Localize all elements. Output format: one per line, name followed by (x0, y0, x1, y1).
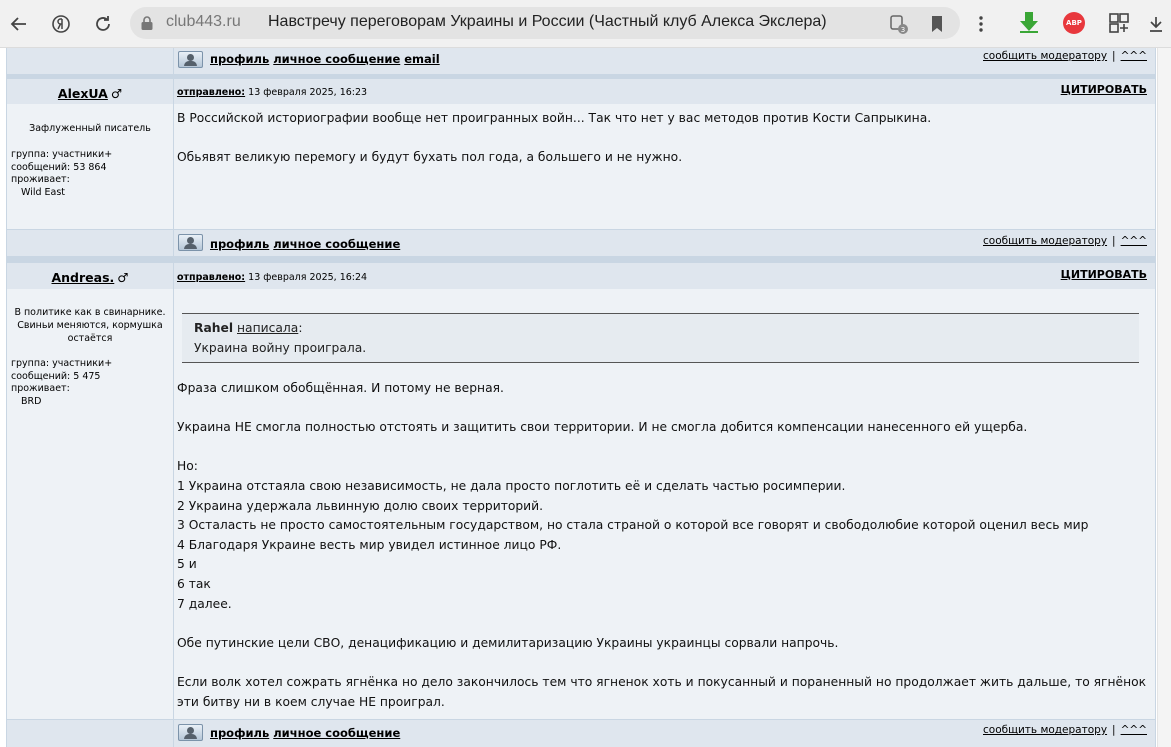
post-meta (177, 87, 367, 98)
author-info (11, 358, 112, 408)
reload-button[interactable] (88, 9, 118, 39)
gender-icon: ♂ (117, 270, 129, 285)
separator: | (1112, 235, 1116, 247)
actions-bar-right (174, 720, 1155, 747)
download-extension-button[interactable] (1016, 10, 1042, 36)
address-bar[interactable] (130, 7, 960, 39)
profile-link[interactable]: профиль (210, 52, 270, 66)
quote-text: Украина войну проиграла. (194, 341, 367, 355)
author-group: группа: участники+ (11, 149, 113, 160)
quote-author[interactable]: Rahel (194, 321, 234, 335)
post-line: 6 так (177, 576, 211, 591)
author-name[interactable]: AlexUA ♂ (57, 86, 123, 101)
svg-text:3: 3 (900, 26, 906, 34)
message-link[interactable]: личное сообщение (273, 52, 401, 66)
download-icon (1146, 14, 1166, 34)
top-link[interactable]: ^^^ (1120, 50, 1147, 62)
email-link[interactable]: email (404, 52, 440, 66)
post-date: 13 февраля 2025, 16:24 (248, 272, 368, 283)
separator: | (1112, 724, 1116, 736)
extensions-button[interactable] (1106, 10, 1132, 36)
post-line: Если волк хотел сожрать ягнёнка но дело закончилось тем что ягненок хоть и покусанный и пораненный но продолжает жить дальше, то ягнёнок эти битву ни в коем случае НЕ проиграл. (177, 674, 1147, 709)
author-post-count: сообщений: 5 475 (11, 370, 101, 382)
profile-icon[interactable] (178, 724, 203, 741)
yandex-icon (51, 14, 71, 34)
post-actions-bar (6, 48, 1156, 74)
quote-button[interactable]: ЦИТИРОВАТЬ (1060, 268, 1147, 281)
post-body (177, 379, 1152, 712)
author-name[interactable]: Andreas. ♂ (51, 270, 129, 285)
bookmark-icon (926, 13, 948, 35)
forum-thread (6, 48, 1156, 747)
post-line: 1 Украина отстаяла свою независимость, не дала просто поглотить её и сделать частью росимперии. (177, 478, 846, 493)
author-location: Wild East (21, 186, 66, 198)
profile-link[interactable]: профиль (210, 726, 270, 740)
post-line: Но: (177, 459, 198, 474)
post-line: 5 и (177, 557, 197, 572)
author-rank: В политике как в свинарнике. Свиньи меняются, кормушка остаётся (14, 307, 166, 344)
report-area (983, 235, 1147, 247)
post-line-blank (177, 614, 1152, 634)
profile-icon[interactable] (178, 51, 203, 68)
adblock-extension-button[interactable] (1061, 10, 1087, 36)
quote-wrote-link[interactable]: написала (237, 321, 299, 335)
post-line: Фраза слишком обобщённая. И потому не верная. (177, 381, 504, 395)
author-lives-label: проживает: (11, 174, 70, 185)
post-line-blank (177, 653, 1152, 673)
post-line-blank (177, 399, 1152, 419)
report-area (983, 724, 1147, 736)
reload-icon (93, 14, 113, 34)
quote-header: Rahel написала: (194, 321, 303, 335)
post-meta (177, 272, 367, 283)
top-link[interactable]: ^^^ (1120, 724, 1147, 736)
adblock-icon: ABP (1063, 12, 1085, 34)
browser-menu-button[interactable] (966, 9, 996, 39)
browser-toolbar (0, 0, 1171, 48)
report-link[interactable]: сообщить модератору (983, 50, 1108, 62)
profile-icon[interactable] (178, 234, 203, 251)
post-line: Обе путинские цели СВО, денацификацию и демилитаризацию Украины украинцы сорвали напрочь. (177, 635, 839, 650)
post-content (174, 79, 1155, 229)
extensions-icon (1106, 10, 1132, 36)
post (6, 263, 1156, 719)
post-body (177, 109, 1152, 168)
url-host: club443.ru (166, 13, 241, 30)
actions-bar-left (7, 720, 173, 747)
page-title: Навстречу переговорам Украины и России (Частный клуб Алекса Экслера) (268, 13, 827, 30)
author-rank: Зафлуженный писатель (29, 123, 151, 134)
author-info (11, 149, 112, 199)
sent-label: отправлено: (177, 272, 246, 283)
post-line-blank (177, 438, 1152, 458)
post-line: 2 Украина удержала львинную долю своих территорий. (177, 498, 544, 513)
post (6, 79, 1156, 229)
report-link[interactable]: сообщить модератору (983, 724, 1108, 736)
action-links (210, 726, 404, 740)
post-line: 3 Осталасть не просто самостоятельным государством, но стала страной о которой все говорят и свободолюбие которой оценил весь мир (177, 518, 1089, 533)
actions-bar-left (7, 48, 173, 74)
more-vertical-icon (971, 14, 991, 34)
gender-icon: ♂ (110, 86, 123, 101)
action-links (210, 237, 404, 251)
post-line: Украина НЕ смогла полностью отстоять и защитить свои территории. И не смогла добится компенсации нанесенного ей ущерба. (177, 420, 1028, 435)
author-location: BRD (21, 395, 42, 407)
post-line: 7 далее. (177, 596, 232, 611)
post-actions-bar (6, 230, 1156, 256)
sent-label: отправлено: (177, 87, 246, 98)
quote-block (182, 313, 1139, 363)
message-link[interactable]: личное сообщение (273, 726, 401, 740)
actions-bar-right (174, 230, 1155, 256)
report-area (983, 50, 1147, 62)
quote-button[interactable]: ЦИТИРОВАТЬ (1060, 83, 1147, 96)
download-arrow-icon (1016, 10, 1042, 36)
post-line: 4 Благодаря Украине весть мир увидел истинное лицо РФ. (177, 537, 562, 552)
back-button[interactable] (4, 9, 34, 39)
author-lives-label: проживает: (11, 383, 70, 394)
author-panel (7, 79, 173, 229)
post-content (174, 263, 1155, 719)
post-date: 13 февраля 2025, 16:23 (248, 87, 368, 98)
author-panel (7, 263, 173, 719)
actions-bar-left (7, 230, 173, 256)
yandex-button[interactable] (46, 9, 76, 39)
arrow-left-icon (9, 14, 29, 34)
tabs-icon (888, 13, 910, 35)
tabs-counter-button[interactable] (888, 13, 910, 35)
bookmark-button[interactable] (926, 13, 948, 35)
message-link[interactable]: личное сообщение (273, 237, 401, 251)
profile-link[interactable]: профиль (210, 237, 270, 251)
top-link[interactable]: ^^^ (1120, 235, 1147, 247)
lock-icon (140, 15, 154, 31)
scrollbar[interactable] (1157, 48, 1171, 747)
author-group: группа: участники+ (11, 358, 113, 369)
post-paragraph: Обьявят великую перемогу и будут бухать пол года, а большего и не нужно. (177, 150, 683, 165)
download-button[interactable] (1141, 9, 1171, 39)
author-post-count: сообщений: 53 864 (11, 161, 107, 173)
post-actions-bar (6, 720, 1156, 747)
report-link[interactable]: сообщить модератору (983, 235, 1108, 247)
post-paragraph: В Российской историографии вообще нет проигранных войн... Так что нет у вас методов против Кости Сапрыкина. (177, 111, 932, 125)
action-links (210, 52, 444, 66)
actions-bar-right (174, 48, 1155, 74)
separator: | (1112, 50, 1116, 62)
